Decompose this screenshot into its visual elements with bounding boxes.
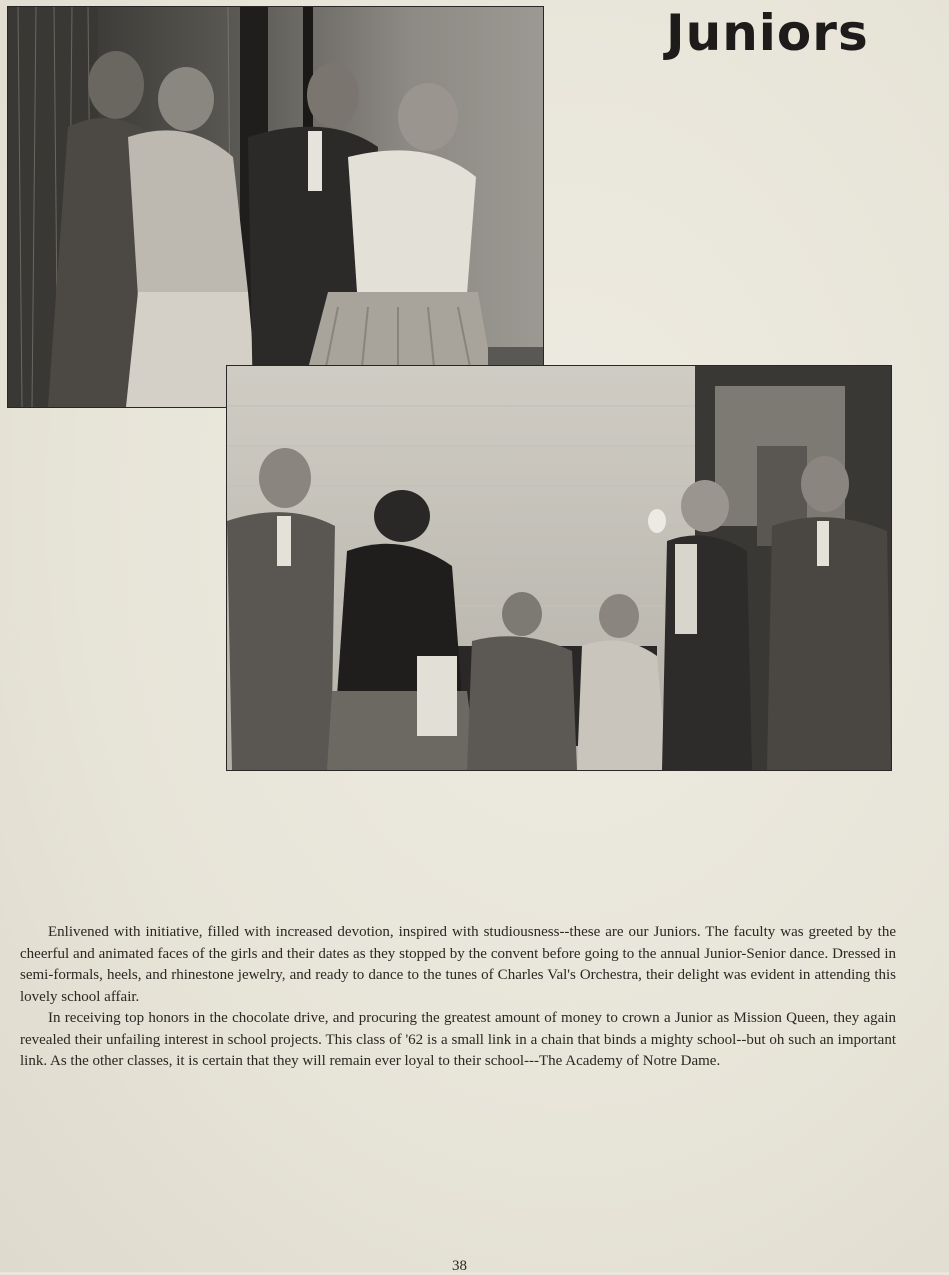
paragraph-1: Enlivened with initiative, filled with increased devotion, inspired with studiousness--these are our Juniors. The faculty was greeted by the cheerful and animated faces of the girls and their dates as they stopped by the convent before going to the annual Junior-Senior dance. Dressed in semi-formals, heels, and rhinestone jewelry, and ready to dance to the tunes of Charles Val's Orchestra, their delight was evident in attending this lovely school affair. xyxy=(20,924,896,1005)
paragraph-2: In receiving top honors in the chocolate drive, and procuring the greatest amount of money to crown a Junior as Mission Queen, they again revealed their unfailing interest in school projects. This class of '62 is a small link in a chain that binds a mighty school--but oh such an important link. As the other classes, it is certain that they will remain ever loyal to their school---The Academy of Notre Dame. xyxy=(20,1010,896,1069)
page-title: Juniors xyxy=(666,4,869,62)
photo-group-convent xyxy=(227,366,891,770)
article-body xyxy=(20,922,896,1073)
photo-couples-dance xyxy=(8,7,543,407)
photo-group-convent-image xyxy=(227,366,891,770)
page-number: 38 xyxy=(452,1258,467,1274)
photo-couples-dance-image xyxy=(8,7,543,407)
